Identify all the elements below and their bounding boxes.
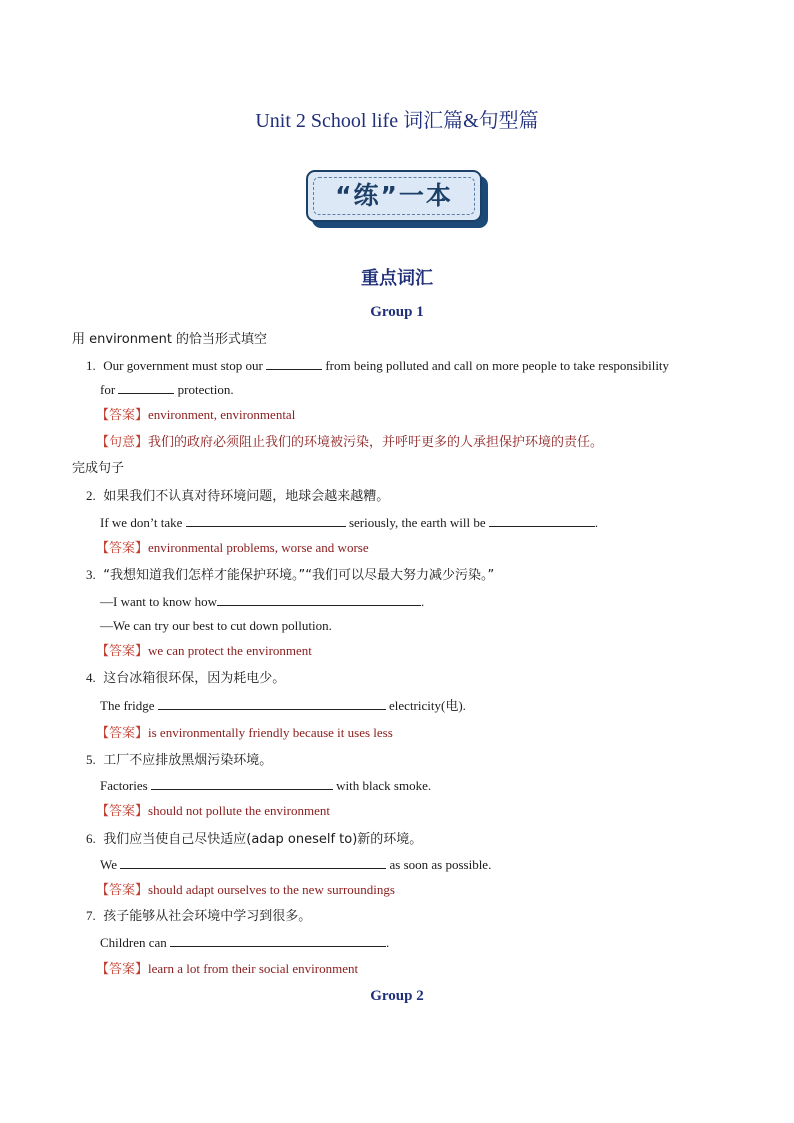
question-1: [86, 357, 669, 375]
answer-label: 【答案】: [96, 726, 149, 741]
question-text: .: [594, 515, 599, 530]
answer-blank[interactable]: [118, 381, 174, 394]
answer-label: 【答案】: [96, 408, 149, 423]
question-4-english: [100, 697, 466, 715]
group-1-heading: Group 1: [370, 304, 424, 320]
question-chinese: 孩子能够从社会环境中学习到很多。: [103, 909, 312, 924]
meaning-text: 我们的政府必须阻止我们的环境被污染，并呼吁更多的人承担保护环境的责任。: [148, 435, 604, 450]
answer-blank[interactable]: [120, 856, 386, 869]
answer-blank[interactable]: [489, 514, 595, 527]
question-text: for: [100, 382, 116, 397]
answer-label: 【答案】: [96, 541, 149, 556]
answer-blank[interactable]: [186, 514, 346, 527]
section-title: 重点词汇: [361, 268, 433, 289]
instruction-fill: 用 environment 的恰当形式填空: [72, 332, 268, 347]
answer-7: [96, 960, 358, 979]
question-text: —I want to know how: [100, 594, 217, 609]
answer-blank[interactable]: [266, 357, 322, 370]
question-7: [86, 907, 311, 926]
question-6: [86, 830, 422, 849]
answer-blank[interactable]: [158, 697, 386, 710]
question-text: with black smoke.: [336, 778, 432, 793]
answer-label: 【答案】: [96, 644, 149, 659]
practice-badge: [306, 170, 488, 228]
question-2-english: [100, 514, 598, 532]
question-number: 2.: [86, 488, 96, 503]
question-number: 4.: [86, 670, 96, 685]
question-4: [86, 669, 285, 688]
answer-1: [96, 406, 295, 425]
answer-blank[interactable]: [151, 777, 333, 790]
question-chinese: 如果我们不认真对待环境问题，地球会越来越糟。: [103, 489, 390, 504]
answer-text: should adapt ourselves to the new surroundings: [148, 882, 395, 897]
answer-3: [96, 642, 312, 661]
question-text: .: [421, 594, 425, 609]
question-number: 6.: [86, 831, 96, 846]
question-3-line1: [100, 593, 424, 611]
question-text: from being polluted and call on more people to take responsibility: [325, 358, 670, 373]
instruction-complete: 完成句子: [72, 461, 125, 476]
answer-label: 【答案】: [96, 883, 149, 898]
answer-2: [96, 539, 369, 558]
question-text: Children can: [100, 935, 167, 950]
question-chinese: 这台冰箱很环保，因为耗电少。: [103, 671, 286, 686]
answer-text: environmental problems, worse and worse: [148, 540, 369, 555]
question-chinese: 我们应当使自己尽快适应(adap oneself to)新的环境。: [103, 832, 423, 847]
question-text: .: [386, 935, 390, 950]
question-3-line2: —We can try our best to cut down pollution.: [100, 618, 332, 633]
meaning-1: [96, 433, 603, 452]
question-1-cont: [100, 381, 234, 399]
answer-blank[interactable]: [217, 593, 421, 606]
answer-label: 【答案】: [96, 962, 149, 977]
badge-label: “练”一本: [335, 181, 453, 210]
answer-6: [96, 881, 395, 900]
question-text: seriously, the earth will be: [348, 515, 486, 530]
answer-text: should not pollute the environment: [148, 803, 330, 818]
question-5: [86, 751, 272, 770]
answer-text: learn a lot from their social environment: [148, 961, 359, 976]
answer-text: environment, environmental: [148, 407, 296, 422]
question-text: The fridge: [100, 698, 155, 713]
answer-label: 【答案】: [96, 804, 149, 819]
question-text: Our government must stop our: [103, 358, 263, 373]
question-text: electricity(电).: [389, 698, 466, 713]
question-number: 7.: [86, 908, 96, 923]
question-chinese: 工厂不应排放黑烟污染环境。: [103, 753, 273, 768]
question-text: We: [100, 857, 117, 872]
question-number: 3.: [86, 567, 96, 582]
answer-blank[interactable]: [170, 934, 386, 947]
question-number: 5.: [86, 752, 96, 767]
question-7-english: [100, 934, 389, 952]
question-number: 1.: [86, 358, 96, 373]
answer-5: [96, 802, 330, 821]
question-text: as soon as possible.: [389, 857, 492, 872]
question-text: protection.: [177, 382, 234, 397]
answer-4: [96, 724, 393, 743]
question-3: [86, 566, 494, 585]
question-text: If we don’t take: [100, 515, 183, 530]
question-text: Factories: [100, 778, 148, 793]
answer-text: is environmentally friendly because it uses less: [148, 725, 393, 740]
page-title: Unit 2 School life 词汇篇&句型篇: [255, 110, 539, 132]
meaning-label: 【句意】: [96, 435, 149, 450]
question-chinese: “我想知道我们怎样才能保护环境。”“我们可以尽最大努力减少污染。”: [103, 568, 495, 583]
question-2: [86, 487, 389, 506]
answer-text: we can protect the environment: [148, 643, 312, 658]
group-2-heading: Group 2: [370, 988, 424, 1004]
question-6-english: [100, 856, 491, 874]
question-5-english: [100, 777, 431, 795]
